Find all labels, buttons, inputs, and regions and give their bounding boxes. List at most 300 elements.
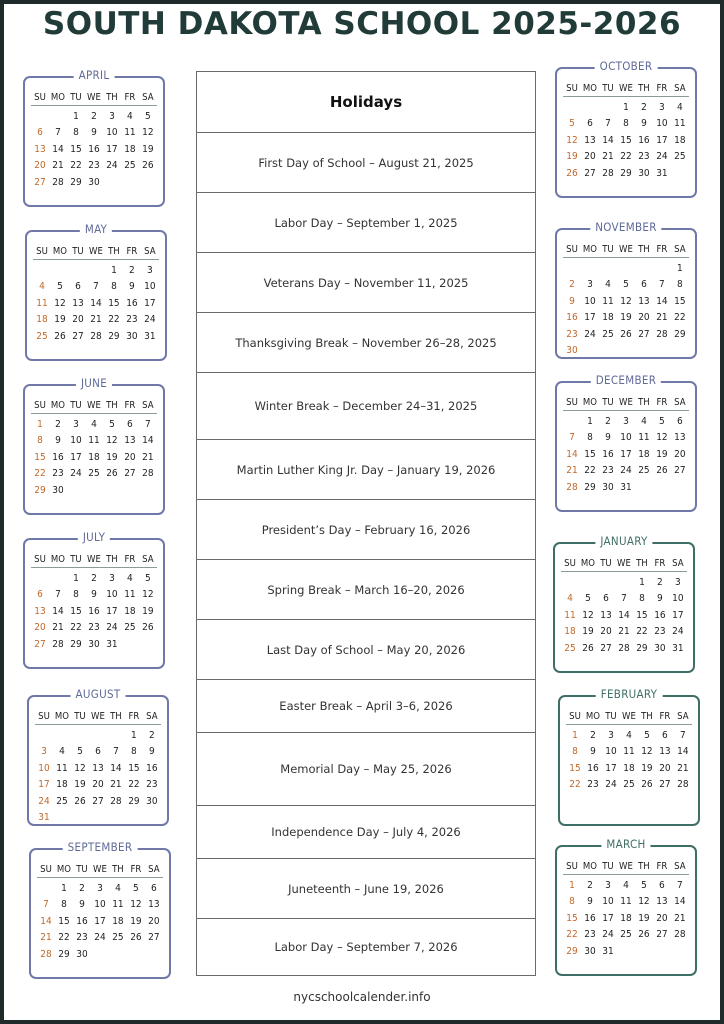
day-cell: 25: [124, 622, 136, 634]
weekday-label: SU: [566, 83, 578, 94]
day-cell: 6: [662, 729, 668, 741]
week-row: [31, 620, 157, 637]
weekday-label: TH: [110, 711, 122, 722]
week-row: [31, 482, 157, 499]
day-cell: 2: [79, 882, 85, 894]
holiday-row: First Day of School – August 21, 2025: [197, 133, 535, 193]
weekday-label: SA: [142, 92, 154, 103]
day-cell: 12: [54, 297, 66, 309]
day-cell: 17: [672, 609, 684, 621]
day-cell: 30: [76, 948, 88, 960]
weekday-header: [37, 862, 163, 878]
day-cell: 12: [130, 899, 142, 911]
day-cell: 14: [602, 134, 614, 146]
day-cell: 29: [70, 176, 82, 188]
day-cell: 5: [644, 729, 650, 741]
holiday-row: Labor Day – September 7, 2026: [274, 940, 458, 954]
day-cell: 8: [131, 746, 137, 758]
calendar-grid: [563, 81, 689, 182]
day-cell: 9: [55, 435, 61, 447]
week-row: [561, 591, 687, 608]
day-cell: 16: [88, 143, 100, 155]
day-cell: 18: [674, 134, 686, 146]
weekday-label: TU: [605, 711, 617, 722]
day-cell: 23: [602, 465, 614, 477]
day-cell: 19: [638, 912, 650, 924]
week-row: [35, 744, 161, 761]
day-cell: 8: [569, 896, 575, 908]
day-cell: 31: [106, 638, 118, 650]
weekday-label: TH: [106, 554, 118, 565]
day-cell: 30: [602, 481, 614, 493]
month-name: OCTOBER: [595, 59, 658, 73]
day-cell: 3: [608, 729, 614, 741]
week-row: [33, 328, 159, 345]
day-cell: 4: [59, 746, 65, 758]
weekday-header: [31, 90, 157, 106]
weekday-label: TH: [638, 244, 650, 255]
calendar-may: [25, 222, 167, 361]
day-cell: 7: [659, 279, 665, 291]
calendar-grid: [31, 90, 157, 191]
day-cell: 29: [620, 167, 632, 179]
day-cell: 1: [639, 576, 645, 588]
day-cell: 10: [106, 589, 118, 601]
day-cell: 23: [587, 779, 599, 791]
weekday-label: SU: [38, 711, 50, 722]
day-cell: 6: [587, 118, 593, 130]
day-cell: 15: [566, 912, 578, 924]
day-cell: 24: [620, 465, 632, 477]
week-row: [563, 149, 689, 166]
holidays-table: [196, 71, 536, 976]
day-cell: 5: [659, 415, 665, 427]
weekday-label: TH: [641, 711, 653, 722]
day-cell: 21: [52, 160, 64, 172]
day-cell: 26: [641, 779, 653, 791]
month-name: FEBRUARY: [596, 687, 663, 701]
day-cell: 28: [602, 167, 614, 179]
day-cell: 30: [88, 638, 100, 650]
weekday-header: [31, 552, 157, 568]
day-cell: 15: [70, 143, 82, 155]
day-cell: 16: [587, 762, 599, 774]
day-cell: 11: [88, 435, 100, 447]
weekday-label: WE: [93, 864, 107, 875]
week-row: [37, 913, 163, 930]
week-row: [35, 777, 161, 794]
day-cell: 8: [73, 127, 79, 139]
week-row: [31, 141, 157, 158]
day-cell: 15: [34, 451, 46, 463]
day-cell: 26: [620, 328, 632, 340]
week-row: [31, 125, 157, 142]
day-cell: 20: [34, 160, 46, 172]
day-cell: 21: [618, 626, 630, 638]
day-cell: 20: [148, 915, 160, 927]
day-cell: 6: [151, 882, 157, 894]
holiday-row: Last Day of School – May 20, 2026: [197, 620, 535, 680]
day-cell: 15: [584, 448, 596, 460]
day-cell: 16: [146, 762, 158, 774]
day-cell: 30: [654, 642, 666, 654]
day-cell: 27: [584, 167, 596, 179]
weekday-label: SA: [142, 554, 154, 565]
weekday-label: SU: [564, 558, 576, 569]
day-cell: 5: [569, 118, 575, 130]
week-row: [561, 624, 687, 641]
month-name: SEPTEMBER: [63, 840, 138, 854]
week-row: [563, 877, 689, 894]
day-cell: 22: [569, 779, 581, 791]
day-cell: 22: [584, 465, 596, 477]
day-cell: 19: [130, 915, 142, 927]
day-cell: 16: [566, 312, 578, 324]
day-cell: 23: [88, 622, 100, 634]
day-cell: 27: [124, 468, 136, 480]
day-cell: 21: [90, 314, 102, 326]
day-cell: 5: [133, 882, 139, 894]
week-row: [31, 570, 157, 587]
week-row: [31, 433, 157, 450]
day-cell: 18: [623, 762, 635, 774]
day-cell: 2: [91, 110, 97, 122]
day-cell: 17: [106, 143, 118, 155]
weekday-label: SA: [148, 864, 160, 875]
day-cell: 15: [58, 915, 70, 927]
weekday-header: [563, 242, 689, 258]
holiday-row: Juneteenth – June 19, 2026: [197, 859, 535, 919]
day-cell: 30: [638, 167, 650, 179]
weekday-label: FR: [128, 711, 140, 722]
month-name: MAY: [80, 222, 112, 236]
day-cell: 12: [656, 432, 668, 444]
week-row: [33, 312, 159, 329]
day-cell: 27: [656, 929, 668, 941]
weekday-label: TH: [112, 864, 124, 875]
day-cell: 2: [657, 576, 663, 588]
page-title: SOUTH DAKOTA SCHOOL 2025-2026: [42, 6, 682, 42]
day-cell: 20: [584, 151, 596, 163]
weekday-label: TH: [638, 83, 650, 94]
weekday-label: SU: [569, 711, 581, 722]
day-cell: 2: [587, 879, 593, 891]
day-cell: 1: [61, 882, 67, 894]
day-cell: 25: [564, 642, 576, 654]
calendar-february: [558, 687, 700, 826]
week-row: [563, 293, 689, 310]
day-cell: 22: [566, 929, 578, 941]
day-cell: 7: [569, 432, 575, 444]
day-cell: 22: [34, 468, 46, 480]
day-cell: 25: [56, 795, 68, 807]
day-cell: 29: [34, 484, 46, 496]
weekday-label: SA: [677, 711, 689, 722]
weekday-label: SA: [674, 397, 686, 408]
day-cell: 1: [569, 879, 575, 891]
day-cell: 28: [566, 481, 578, 493]
day-cell: 4: [127, 110, 133, 122]
day-cell: 15: [636, 609, 648, 621]
week-row: [566, 777, 692, 794]
week-row: [35, 727, 161, 744]
calendar-grid: [563, 859, 689, 960]
weekday-header: [33, 244, 159, 260]
day-cell: 24: [144, 314, 156, 326]
day-cell: 29: [674, 328, 686, 340]
day-cell: 20: [34, 622, 46, 634]
day-cell: 29: [70, 638, 82, 650]
day-cell: 7: [680, 729, 686, 741]
day-cell: 11: [124, 589, 136, 601]
day-cell: 9: [587, 896, 593, 908]
day-cell: 1: [131, 729, 137, 741]
day-cell: 17: [620, 448, 632, 460]
calendar-june: [23, 376, 165, 515]
day-cell: 13: [34, 605, 46, 617]
weekday-label: TH: [106, 400, 118, 411]
day-cell: 11: [674, 118, 686, 130]
weekday-label: TH: [636, 558, 648, 569]
day-cell: 29: [108, 330, 120, 342]
day-cell: 26: [130, 932, 142, 944]
weekday-label: FR: [654, 558, 666, 569]
weekday-label: TU: [602, 83, 614, 94]
week-row: [566, 760, 692, 777]
weekday-label: TH: [108, 246, 120, 257]
day-cell: 28: [90, 330, 102, 342]
week-row: [31, 416, 157, 433]
week-row: [31, 636, 157, 653]
month-name: MARCH: [601, 837, 650, 851]
day-cell: 12: [620, 295, 632, 307]
day-cell: 29: [128, 795, 140, 807]
weekday-label: MO: [50, 92, 66, 103]
day-cell: 4: [677, 101, 683, 113]
day-cell: 19: [656, 448, 668, 460]
day-cell: 24: [672, 626, 684, 638]
calendar-grid: [37, 862, 163, 963]
day-cell: 23: [146, 779, 158, 791]
day-cell: 10: [656, 118, 668, 130]
day-cell: 26: [582, 642, 594, 654]
day-cell: 17: [94, 915, 106, 927]
weekday-header: [563, 395, 689, 411]
day-cell: 19: [566, 151, 578, 163]
weekday-label: FR: [656, 83, 668, 94]
day-cell: 26: [106, 468, 118, 480]
day-cell: 21: [142, 451, 154, 463]
day-cell: 26: [638, 929, 650, 941]
holiday-row: Winter Break – December 24–31, 2025: [197, 373, 535, 440]
week-row: [33, 262, 159, 279]
day-cell: 23: [654, 626, 666, 638]
day-cell: 24: [70, 468, 82, 480]
calendar-grid: [33, 244, 159, 345]
day-cell: 21: [674, 912, 686, 924]
day-cell: 16: [88, 605, 100, 617]
day-cell: 10: [70, 435, 82, 447]
day-cell: 23: [566, 328, 578, 340]
day-cell: 13: [124, 435, 136, 447]
day-cell: 4: [605, 279, 611, 291]
week-row: [563, 910, 689, 927]
day-cell: 24: [106, 160, 118, 172]
holiday-row: Memorial Day – May 25, 2026: [197, 733, 535, 806]
weekday-label: SA: [146, 711, 158, 722]
weekday-label: MO: [56, 864, 72, 875]
calendar-march: [555, 837, 697, 976]
day-cell: 27: [638, 328, 650, 340]
weekday-label: TH: [638, 861, 650, 872]
day-cell: 29: [584, 481, 596, 493]
day-cell: 19: [142, 605, 154, 617]
day-cell: 19: [582, 626, 594, 638]
day-cell: 9: [641, 118, 647, 130]
weekday-label: TH: [106, 92, 118, 103]
day-cell: 2: [569, 279, 575, 291]
week-row: [563, 277, 689, 294]
day-cell: 21: [602, 151, 614, 163]
day-cell: 15: [620, 134, 632, 146]
day-cell: 25: [88, 468, 100, 480]
day-cell: 29: [636, 642, 648, 654]
weekday-label: FR: [124, 554, 136, 565]
day-cell: 3: [109, 110, 115, 122]
week-row: [37, 880, 163, 897]
day-cell: 27: [34, 638, 46, 650]
day-cell: 10: [106, 127, 118, 139]
calendar-grid: [563, 395, 689, 496]
footer-site: nycschoolcalender.info: [293, 990, 431, 1004]
day-cell: 25: [112, 932, 124, 944]
holiday-row: Spring Break – March 16–20, 2026: [197, 560, 535, 620]
holidays-header: Holidays: [197, 72, 535, 133]
day-cell: 24: [584, 328, 596, 340]
day-cell: 30: [88, 176, 100, 188]
day-cell: 14: [677, 746, 689, 758]
day-cell: 15: [70, 605, 82, 617]
weekday-label: MO: [582, 244, 598, 255]
calendar-september: [29, 840, 171, 979]
day-cell: 24: [656, 151, 668, 163]
day-cell: 16: [584, 912, 596, 924]
day-cell: 27: [148, 932, 160, 944]
day-cell: 9: [569, 295, 575, 307]
weekday-label: SA: [674, 83, 686, 94]
weekday-label: SU: [40, 864, 52, 875]
day-cell: 8: [73, 589, 79, 601]
week-row: [563, 310, 689, 327]
week-row: [563, 116, 689, 133]
day-cell: 28: [40, 948, 52, 960]
weekday-label: SA: [674, 244, 686, 255]
day-cell: 5: [623, 279, 629, 291]
week-row: [31, 587, 157, 604]
day-cell: 15: [128, 762, 140, 774]
day-cell: 16: [76, 915, 88, 927]
weekday-label: WE: [91, 711, 105, 722]
weekday-header: [31, 398, 157, 414]
weekday-header: [566, 709, 692, 725]
week-row: [563, 326, 689, 343]
day-cell: 12: [566, 134, 578, 146]
month-name: JANUARY: [595, 534, 652, 548]
calendar-grid: [561, 556, 687, 657]
day-cell: 30: [126, 330, 138, 342]
day-cell: 24: [106, 622, 118, 634]
day-cell: 25: [124, 160, 136, 172]
weekday-label: SU: [566, 397, 578, 408]
week-row: [31, 108, 157, 125]
day-cell: 29: [566, 945, 578, 957]
week-row: [563, 430, 689, 447]
day-cell: 5: [145, 572, 151, 584]
day-cell: 9: [129, 281, 135, 293]
day-cell: 25: [620, 929, 632, 941]
day-cell: 9: [91, 127, 97, 139]
day-cell: 11: [564, 609, 576, 621]
day-cell: 30: [52, 484, 64, 496]
day-cell: 14: [52, 605, 64, 617]
day-cell: 13: [72, 297, 84, 309]
day-cell: 16: [654, 609, 666, 621]
day-cell: 14: [656, 295, 668, 307]
day-cell: 6: [659, 879, 665, 891]
day-cell: 25: [674, 151, 686, 163]
weekday-label: MO: [582, 397, 598, 408]
day-cell: 13: [600, 609, 612, 621]
week-row: [37, 930, 163, 947]
week-row: [33, 279, 159, 296]
holiday-row: President’s Day – February 16, 2026: [197, 500, 535, 560]
weekday-label: TH: [638, 397, 650, 408]
day-cell: 17: [70, 451, 82, 463]
day-cell: 16: [126, 297, 138, 309]
day-cell: 3: [587, 279, 593, 291]
day-cell: 13: [659, 746, 671, 758]
day-cell: 10: [602, 896, 614, 908]
day-cell: 24: [602, 929, 614, 941]
day-cell: 4: [626, 729, 632, 741]
day-cell: 23: [638, 151, 650, 163]
day-cell: 22: [58, 932, 70, 944]
day-cell: 14: [142, 435, 154, 447]
weekday-label: SU: [34, 92, 46, 103]
week-row: [563, 927, 689, 944]
day-cell: 1: [73, 572, 79, 584]
day-cell: 7: [113, 746, 119, 758]
weekday-label: FR: [130, 864, 142, 875]
day-cell: 30: [566, 345, 578, 357]
day-cell: 11: [623, 746, 635, 758]
day-cell: 3: [41, 746, 47, 758]
day-cell: 18: [112, 915, 124, 927]
day-cell: 3: [623, 415, 629, 427]
day-cell: 31: [620, 481, 632, 493]
weekday-label: SU: [34, 554, 46, 565]
day-cell: 14: [40, 915, 52, 927]
weekday-label: TU: [70, 92, 82, 103]
day-cell: 12: [582, 609, 594, 621]
weekday-label: SU: [36, 246, 48, 257]
day-cell: 15: [108, 297, 120, 309]
day-cell: 13: [34, 143, 46, 155]
day-cell: 8: [61, 899, 67, 911]
week-row: [563, 132, 689, 149]
day-cell: 22: [620, 151, 632, 163]
weekday-label: SU: [566, 244, 578, 255]
